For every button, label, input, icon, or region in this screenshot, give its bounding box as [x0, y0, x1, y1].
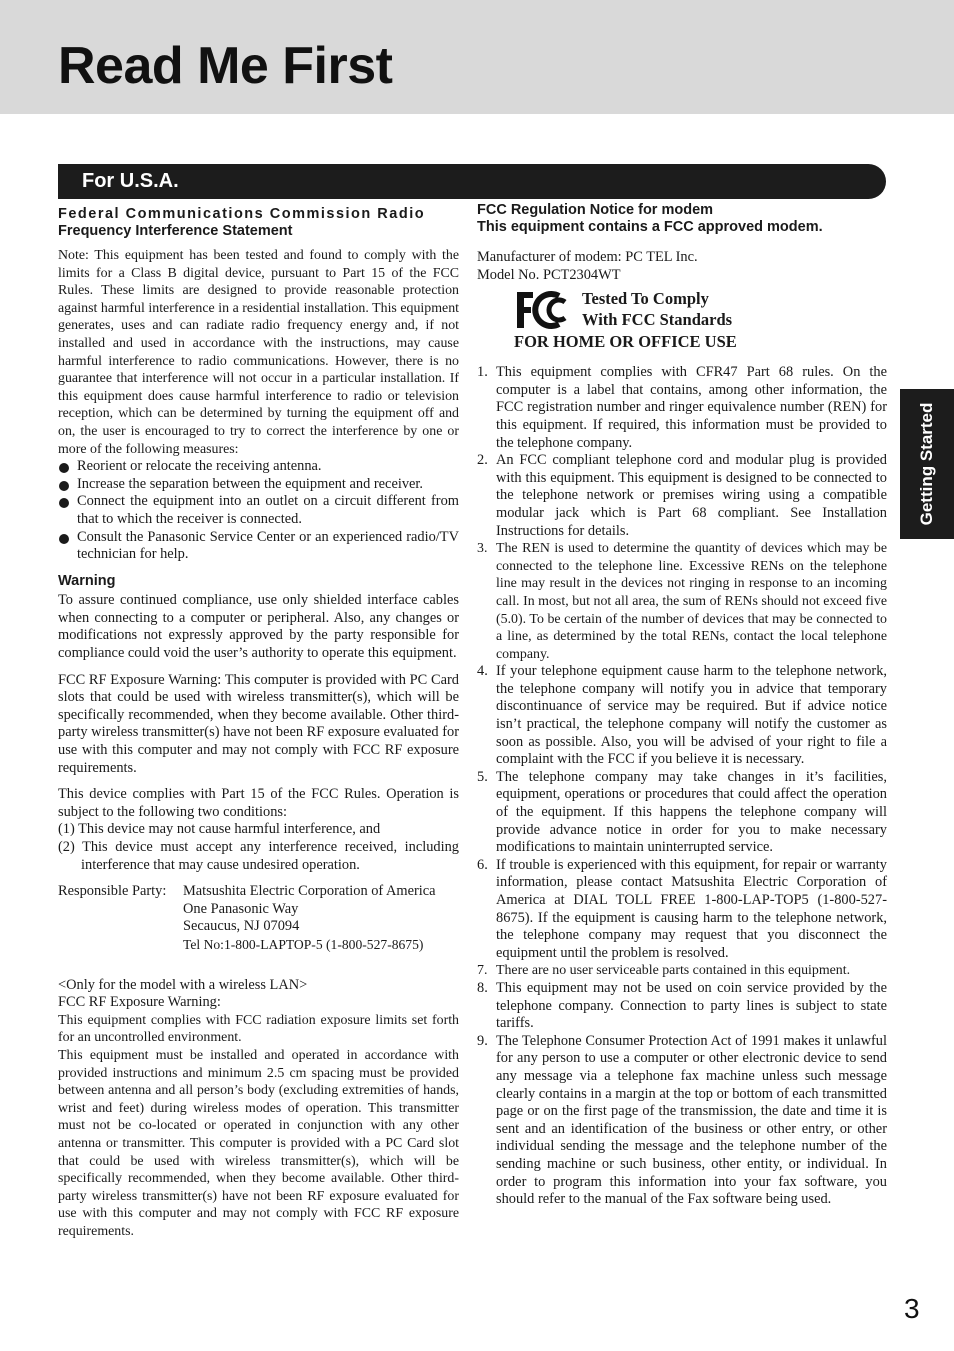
address-line: Matsushita Electric Corporation of America — [183, 883, 436, 900]
rf-exposure-warning: FCC RF Exposure Warning: This computer is provided with PC Card slots that could be used with wireless transmitter(s), which will be specifically recommended, when they become available. Other third-party wireless transmitter(s) have not been RF exposure evaluated for use with this computer and may not comply with FCC RF exposure requirements. — [58, 671, 459, 776]
fcc-tested-line: Tested To Comply — [582, 289, 709, 309]
part15-intro: This device complies with Part 15 of the FCC Rules. Operation is subject to the following two conditions: — [58, 786, 459, 820]
list-item: 5. The telephone company may take changes in it’s facilities, equipment, operations or procedures that could affect the operation of the equipment. If this happens the telephone company will provide advance notice in order for you to make necessary modifications to maintain uninterrupted service. — [477, 768, 887, 856]
fcc-statement-heading — [58, 206, 459, 240]
list-item: 3. The REN is used to determine the quantity of devices which may be connected to the telephone line. Excessive RENs on the telephone line may result in the devices not ringing in response to an incoming call. In most, but not all area, the sum of RENs should not exceed five (5.0). To be certain of the number of devices that may be connected to a line, as determined by the total RENs, contact the local telephone company. — [477, 541, 887, 662]
left-column — [58, 206, 459, 1240]
list-item: 7. There are no user serviceable parts contained in this equipment. — [477, 963, 851, 979]
wlan-only-note: <Only for the model with a wireless LAN> — [58, 976, 308, 993]
fcc-standards-line: With FCC Standards — [582, 310, 733, 330]
responsible-party — [58, 883, 459, 953]
section-bar — [58, 164, 886, 199]
modem-notice-heading-line1: FCC Regulation Notice for modem — [477, 202, 714, 218]
measures-list — [58, 458, 459, 564]
list-item: Increase the separation between the equipment and receiver. — [58, 476, 459, 494]
modem-notice-heading-line2: This equipment contains a FCC approved modem. — [477, 219, 823, 235]
right-column — [477, 202, 887, 1209]
address-line: Tel No:1-800-LAPTOP-5 (1-800-527-8675) — [183, 936, 424, 952]
header-band — [0, 0, 954, 114]
wlan-paragraph-1: This equipment complies with FCC radiation exposure limits set forth for an uncontrolled environment. — [58, 1012, 459, 1046]
list-item: 4. If your telephone equipment cause harm to the telephone network, the telephone company will notify you in advice that temporary discontinuance of service may be required. But if advice notice isn’t practical, the telephone company will notify the customer as soon as possible. Also, you will be advised of your right to file a complaint with the FCC if you believe it is necessary. — [477, 663, 887, 768]
fcc-logo-icon — [515, 290, 573, 330]
responsible-party-address — [183, 883, 436, 953]
section-title: For U.S.A. — [82, 170, 179, 192]
list-item: 6. If trouble is experienced with this equipment, for repair or warranty information, please contact Matsushita Electric Corporation of America at DIAL TOLL FREE 1-800-LAP-TOP5 (1-800-527-8675). If the equipment is causing harm to the telephone network, the telephone company may request that you disconnect the equipment until the problem is resolved. — [477, 856, 887, 961]
interference-note: Note: This equipment has been tested and found to comply with the limits for a Class B digital device, pursuant to Part 15 of the FCC Rules. These limits are designed to provide reasonable protection against harmful interference in a residential installation. This equipment generates, uses and can radiate radio frequency energy and, if not installed and used in accordance with the instructions, may cause harmful interference to radio communications. However, there is no guarantee that interference will not occur in a particular installation. If this equipment does cause harmful interference to radio or television reception, which can be determined by turning the equipment off and on, the user is encouraged to try to correct the interference by one or more of the following measures: — [58, 248, 459, 457]
wlan-rf-label: FCC RF Exposure Warning: — [58, 994, 221, 1011]
modem-manufacturer: Manufacturer of modem: PC TEL Inc. — [477, 249, 698, 265]
condition-item: (2) This device must accept any interference received, including interference that may cause undesired operation. — [58, 839, 459, 873]
warning-heading: Warning — [58, 572, 116, 589]
address-line: Secaucus, NJ 07094 — [183, 918, 300, 935]
wlan-paragraph-2: This equipment must be installed and operated in accordance with provided instructions and minimum 2.5 cm spacing must be provided between antenna and all person’s body (excluding extremities of hands, wrist and feet) during wireless modes of operation. This transmitter must not be co-located or operated in conjunction with any other antenna or transmitter. This computer is provided with a PC Card slot that could be used with wireless transmitter(s), which will be specifically recommended, when they become available. Other third-party wireless transmitter(s) have not been RF exposure evaluated for use with this computer and may not comply with FCC RF exposure requirements. — [58, 1047, 459, 1239]
list-item: Connect the equipment into an outlet on a circuit different from that to which the receiver is connected. — [58, 493, 459, 528]
list-item: 9. The Telephone Consumer Protection Act of 1991 makes it unlawful for any person to use a computer or other electronic device to send any message via a telephone fax machine unless such message clearly contains in a margin at the top or bottom of each transmitted page or on the first page of the transmission, the date and time it is sent and an identification of the business or other entry, or other individual sending the message and the telephone number of the sending machine or such business, other entity, or individual. In order to program this information into your fax software, you should refer to the manual of the Fax software being used. — [477, 1032, 887, 1208]
list-item: Consult the Panasonic Service Center or an experienced radio/TV technician for help. — [58, 529, 459, 564]
fcc-statement-heading-line2: Frequency Interference Statement — [58, 223, 293, 239]
list-item: 8. This equipment may not be used on coin service provided by the telephone company. Connection to party lines is subject to state tariffs. — [477, 979, 887, 1032]
fcc-statement-heading-line1: Federal Communications Commission Radio — [58, 206, 426, 222]
condition-item: (1) This device may not cause harmful interference, and — [58, 821, 381, 838]
modem-notice-heading — [477, 202, 887, 236]
modem-regulation-list — [477, 364, 887, 1209]
warning-text: To assure continued compliance, use only shielded interface cables when connecting to a computer or peripheral. Also, any changes or modifications not expressly approved by the party responsible for compliance could void the user’s authority to operate this equipment. — [58, 592, 459, 662]
address-line: One Panasonic Way — [183, 900, 299, 917]
list-item: 2. An FCC compliant telephone cord and modular plug is provided with this equipment. This equipment is designed to be connected to the telephone network or premises wiring using a compatible modular jack which is Part 68 compliant. See Installation Instructions for details. — [477, 452, 887, 539]
page-title: Read Me First — [58, 37, 393, 95]
list-item: Reorient or relocate the receiving antenna. — [58, 458, 459, 476]
responsible-party-label: Responsible Party: — [58, 883, 167, 900]
fcc-use-line: FOR HOME OR OFFICE USE — [514, 332, 737, 352]
page-number: 3 — [904, 1293, 920, 1324]
fcc-compliance-badge — [477, 288, 887, 356]
list-item: 1. This equipment complies with CFR47 Part 68 rules. On the computer is a label that contains, among other information, the FCC registration number and ringer equivalence number (REN) for this equipment. If required, this information must be provided to the telephone company. — [477, 364, 887, 451]
modem-model: Model No. PCT2304WT — [477, 266, 621, 283]
side-tab-label: Getting Started — [917, 402, 936, 526]
side-tab-getting-started — [900, 389, 954, 539]
